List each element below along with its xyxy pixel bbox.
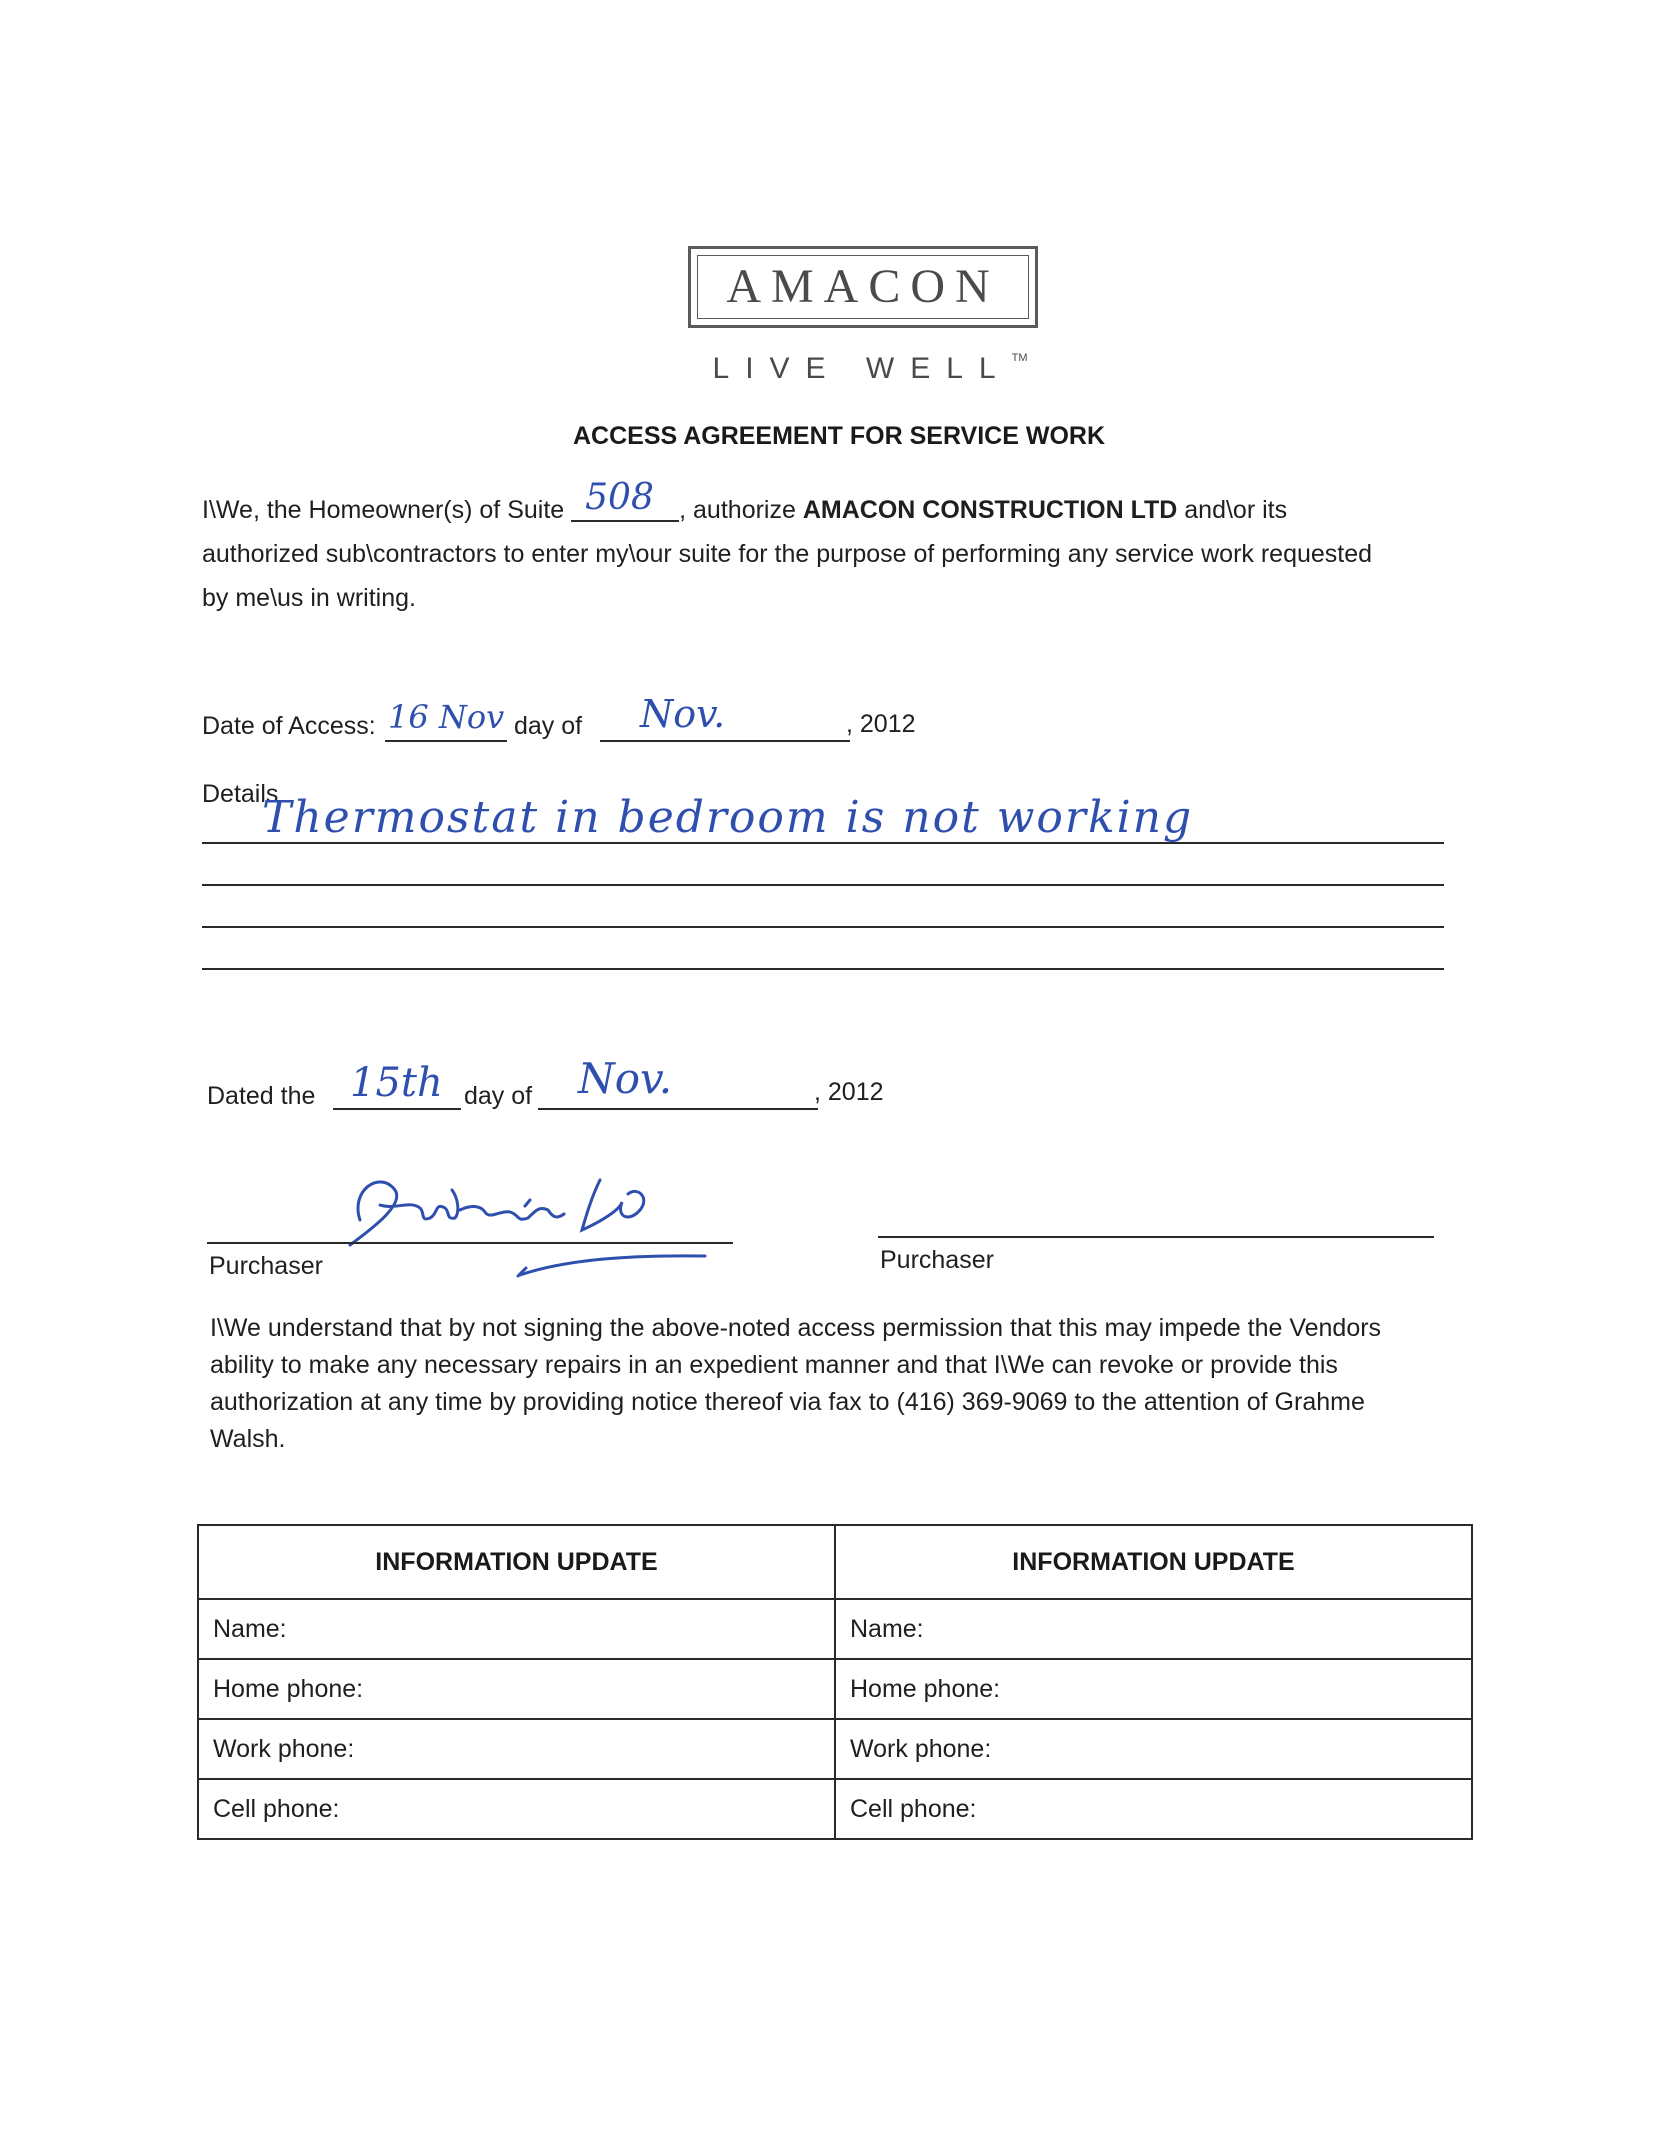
intro-paragraph [202, 477, 1382, 620]
info-update-header-left: INFORMATION UPDATE [198, 1525, 835, 1599]
dated-month-handwritten: Nov. [578, 1054, 673, 1103]
trademark-mark: TM [1011, 352, 1028, 364]
dated-day-of-label: day of [464, 1082, 533, 1110]
purchaser-2-signature-line[interactable] [878, 1180, 1434, 1238]
purchaser-1-label: Purchaser [209, 1252, 323, 1280]
table-row [198, 1719, 1472, 1779]
details-line-4[interactable] [202, 944, 1444, 970]
details-line-2[interactable] [202, 860, 1444, 886]
dated-day-handwritten: 15th [350, 1060, 443, 1106]
details-handwritten: Thermostat in bedroom is not working [262, 792, 1194, 843]
logo-tagline [700, 352, 1040, 386]
date-of-access-label: Date of Access: [202, 712, 376, 740]
cell-phone-field-right[interactable]: Cell phone: [835, 1779, 1472, 1839]
cell-phone-field-left[interactable]: Cell phone: [198, 1779, 835, 1839]
dated-label: Dated the [207, 1082, 316, 1110]
home-phone-field-right[interactable]: Home phone: [835, 1659, 1472, 1719]
intro-text-3: and\or its authorized sub\contractors to enter my\our suite for the purpose of performing any service work requested by me\us in writing. [202, 496, 1373, 612]
company-logo: AMACON [726, 260, 1000, 313]
access-year: , 2012 [846, 710, 916, 738]
table-row [198, 1659, 1472, 1719]
dated-year: , 2012 [814, 1078, 884, 1106]
work-phone-field-left[interactable]: Work phone: [198, 1719, 835, 1779]
company-name: AMACON CONSTRUCTION LTD [802, 496, 1178, 524]
suite-field[interactable] [571, 477, 679, 522]
access-day-of-label: day of [514, 712, 583, 740]
access-month-handwritten: Nov. [640, 692, 726, 736]
tagline-text: LIVE WELL [712, 352, 1012, 385]
table-header-row [198, 1525, 1472, 1599]
info-update-header-right: INFORMATION UPDATE [835, 1525, 1472, 1599]
intro-text-2: , authorize [679, 496, 803, 524]
details-line-1[interactable] [202, 800, 1444, 844]
page-title: ACCESS AGREEMENT FOR SERVICE WORK [573, 422, 1105, 450]
suite-number-handwritten: 508 [585, 477, 654, 518]
table-row [198, 1779, 1472, 1839]
purchaser-2-label: Purchaser [880, 1246, 994, 1274]
notice-paragraph: I\We understand that by not signing the above-noted access permission that this may impede the Vendors ability to make any necessary repairs in an expedient manner and that I\We can revoke or provide this authorization at any time by providing notice thereof via fax to (416) 369-9069 to the attention of Grahme Walsh. [210, 1314, 1382, 1453]
intro-text-1: I\We, the Homeowner(s) of Suite [202, 496, 572, 524]
name-field-left[interactable]: Name: [198, 1599, 835, 1659]
table-row [198, 1599, 1472, 1659]
name-field-right[interactable]: Name: [835, 1599, 1472, 1659]
access-day-handwritten: 16 Nov [388, 698, 505, 736]
details-line-3[interactable] [202, 902, 1444, 928]
home-phone-field-left[interactable]: Home phone: [198, 1659, 835, 1719]
purchaser-1-signature-line[interactable] [207, 1180, 733, 1244]
details-label: Details [202, 780, 279, 808]
work-phone-field-right[interactable]: Work phone: [835, 1719, 1472, 1779]
information-update-table [197, 1524, 1473, 1840]
